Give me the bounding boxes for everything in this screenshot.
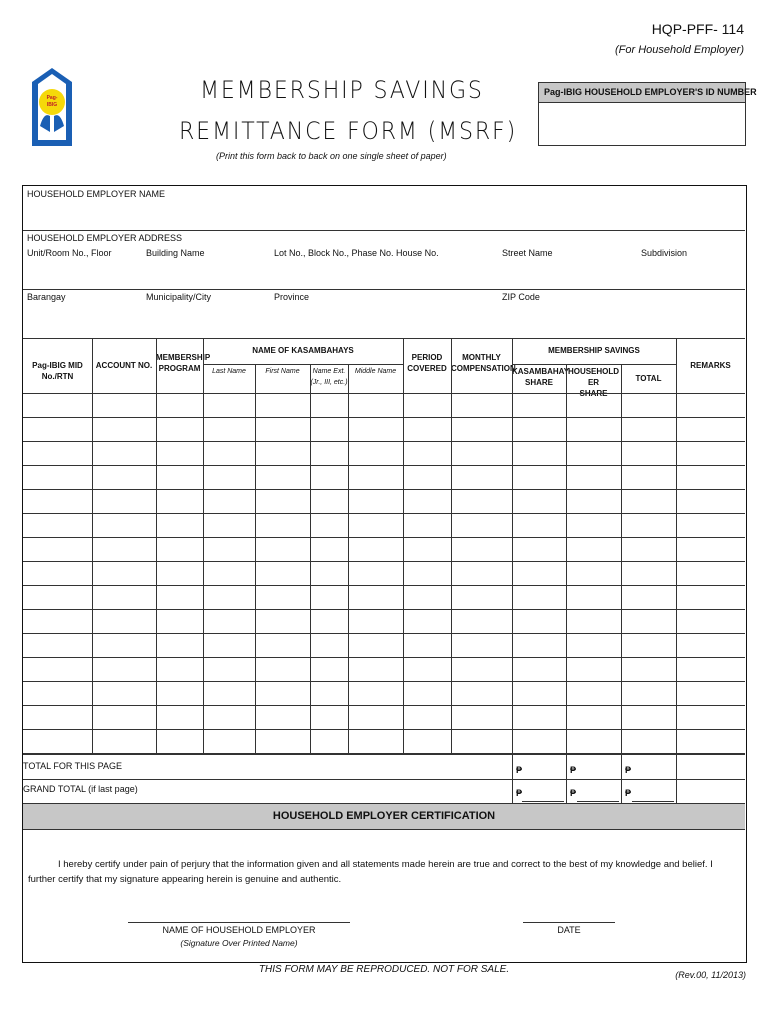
certification-text: I hereby certify under pain of perjury that the information given and all statements made herein are true and correct to the best of my knowledge and belief. I further certify that my signature appearing herein is genuine and authentic. <box>28 859 713 885</box>
col-account-header: ACCOUNT NO. <box>95 361 153 370</box>
table-row[interactable] <box>23 465 745 489</box>
table-row[interactable] <box>23 633 745 657</box>
total-underline <box>577 801 619 802</box>
footer-note: THIS FORM MAY BE REPRODUCED. NOT FOR SALE. <box>258 964 510 975</box>
table-row[interactable] <box>23 513 745 537</box>
date-line[interactable] <box>523 922 615 923</box>
grid-line <box>203 364 403 365</box>
building-label: Building Name <box>146 248 205 258</box>
grand-total-label: GRAND TOTAL (if last page) <box>23 784 138 794</box>
table-row[interactable] <box>23 537 745 561</box>
employer-name-field[interactable] <box>23 201 745 229</box>
total-underline <box>522 801 564 802</box>
col-ext-header: Name Ext. (Jr., III, etc.) <box>310 368 348 386</box>
employer-id-box <box>538 82 757 146</box>
subdivision-label: Subdivision <box>641 248 688 258</box>
address-line2-field[interactable] <box>23 305 745 337</box>
table-row[interactable] <box>23 393 745 417</box>
grid-line <box>512 364 676 365</box>
table-row[interactable] <box>23 729 745 753</box>
pagibig-logo <box>30 66 74 148</box>
col-savings-group-header: MEMBERSHIP SAVINGS <box>548 346 640 355</box>
col-first-header: First Name <box>265 368 300 375</box>
street-label: Street Name <box>502 248 553 258</box>
certification-heading: HOUSEHOLD EMPLOYER CERTIFICATION <box>23 803 745 830</box>
col-middle-header: Middle Name <box>354 368 397 375</box>
peso-sign: ₱ <box>570 788 577 798</box>
table-row[interactable] <box>23 585 745 609</box>
municipality-label: Municipality/City <box>146 292 212 302</box>
table-row[interactable] <box>23 609 745 633</box>
employer-name-label: HOUSEHOLD EMPLOYER NAME <box>27 189 166 199</box>
signature-line[interactable] <box>128 922 350 923</box>
signature-sublabel: (Signature Over Printed Name) <box>180 938 298 948</box>
peso-sign: ₱ <box>516 765 523 775</box>
revision-label: (Rev.00, 11/2013) <box>675 970 746 980</box>
table-row[interactable] <box>23 417 745 441</box>
barangay-label: Barangay <box>27 292 66 302</box>
form-code: HQP-PFF- 114 <box>651 21 744 37</box>
total-page-label: TOTAL FOR THIS PAGE <box>23 761 123 771</box>
col-kasambahay-share-header: KASAMBAHAY SHARE <box>512 367 570 387</box>
table-row[interactable] <box>23 561 745 585</box>
table-row[interactable] <box>23 657 745 681</box>
col-household-share-header: HOUSEHOLD ER SHARE <box>567 367 620 398</box>
grid-line <box>676 753 677 803</box>
peso-sign: ₱ <box>570 765 577 775</box>
address-line1-field[interactable] <box>23 261 745 288</box>
form-title-line1: MEMBERSHIP SAVINGS <box>200 76 484 104</box>
divider <box>23 230 745 231</box>
province-label: Province <box>274 292 310 302</box>
lot-label: Lot No., Block No., Phase No. House No. <box>274 248 439 258</box>
col-mid-header: Pag-IBIG MID No./RTN <box>32 361 83 381</box>
employer-address-label: HOUSEHOLD EMPLOYER ADDRESS <box>27 233 183 243</box>
employer-id-label: Pag-IBIG HOUSEHOLD EMPLOYER'S ID NUMBER <box>539 83 745 103</box>
table-row[interactable] <box>23 705 745 729</box>
svg-text:IBIG: IBIG <box>46 102 58 108</box>
col-remarks-header: REMARKS <box>690 361 731 370</box>
table-row[interactable] <box>23 681 745 705</box>
grid-line <box>566 753 567 803</box>
svg-text:Pag-: Pag- <box>46 95 58 101</box>
table-row[interactable] <box>23 489 745 513</box>
grid-line <box>23 779 745 780</box>
form-audience-note: (For Household Employer) <box>615 44 744 56</box>
col-total-header: TOTAL <box>635 374 662 383</box>
grid-line <box>23 753 745 755</box>
signature-label: NAME OF HOUSEHOLD EMPLOYER <box>162 925 316 935</box>
date-label: DATE <box>557 925 581 935</box>
divider <box>23 289 745 290</box>
unit-label: Unit/Room No., Floor <box>27 248 112 258</box>
print-note: (Print this form back to back on one single sheet of paper) <box>216 151 447 161</box>
peso-sign: ₱ <box>625 788 632 798</box>
table-row[interactable] <box>23 441 745 465</box>
grid-line <box>512 753 513 803</box>
employer-id-field[interactable] <box>539 103 745 145</box>
total-underline <box>632 801 674 802</box>
col-last-header: Last Name <box>212 368 246 375</box>
col-name-group-header: NAME OF KASAMBAHAYS <box>252 346 354 355</box>
col-compensation-header: MONTHLY COMPENSATION <box>451 353 516 373</box>
form-title-line2: REMITTANCE FORM (MSRF) <box>179 117 518 145</box>
peso-sign: ₱ <box>516 788 523 798</box>
col-period-header: PERIOD COVERED <box>407 353 447 373</box>
col-program-header: MEMBERSHIP PROGRAM <box>156 353 211 373</box>
peso-sign: ₱ <box>625 765 632 775</box>
grid-line <box>621 753 622 803</box>
divider <box>23 338 745 339</box>
zip-label: ZIP Code <box>502 292 540 302</box>
